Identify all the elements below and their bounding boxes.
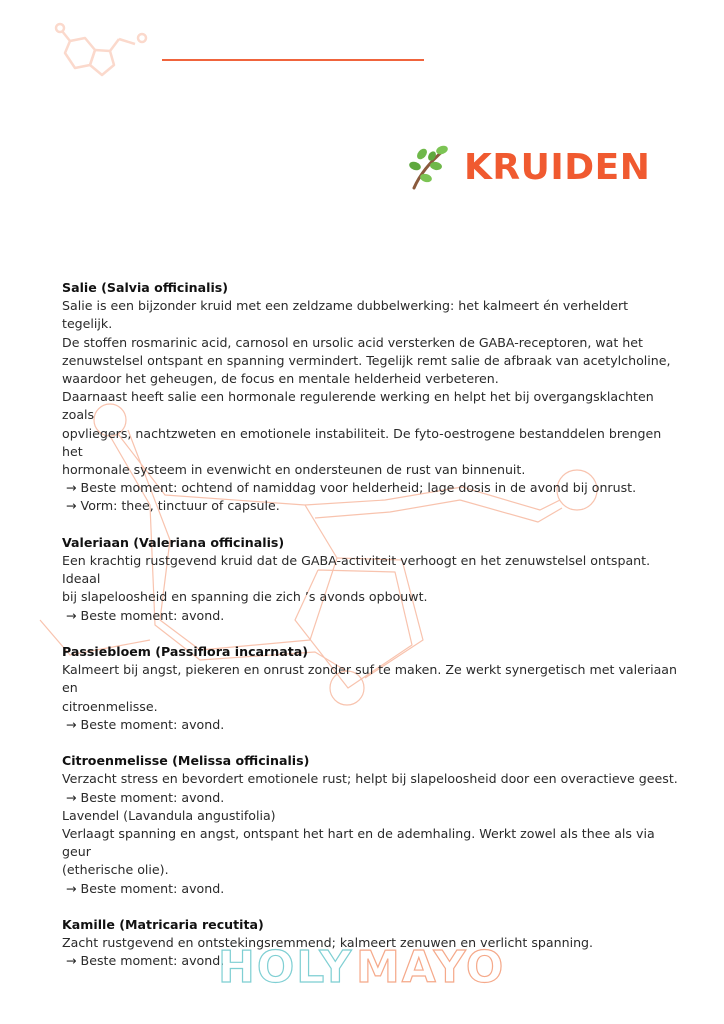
herb-form: → Vorm: thee, tinctuur of capsule. — [66, 498, 280, 514]
page-title: KRUIDEN — [464, 146, 651, 188]
herb-section-citroenmelisse — [62, 752, 682, 898]
herb-section-salie — [62, 279, 682, 516]
herb-section-passiebloem — [62, 643, 682, 734]
herb-title: Passiebloem (Passiflora incarnata) — [62, 644, 309, 660]
herb-section-valeriaan — [62, 534, 682, 625]
herb-best-moment: → Beste moment: avond. — [66, 716, 225, 732]
herb-text: De stoffen rosmarinic acid, carnosol en ursolic acid versterken de GABA-receptoren, wat het — [62, 334, 643, 350]
herb-text: Verlaagt spanning en angst, ontspant het hart en de ademhaling. Werkt zowel als thee als via geur — [62, 826, 655, 860]
herb-text: hormonale systeem in evenwicht en ondersteunen de rust van binnenuit. — [62, 462, 526, 478]
herb-text: opvliegers, nachtzweten en emotionele instabiliteit. De fyto-oestrogene bestanddelen brengen het — [62, 425, 662, 459]
herb-text: (etherische olie). — [62, 862, 169, 878]
herb-subtitle-lavendel: Lavendel (Lavandula angustifolia) — [62, 807, 276, 823]
herb-list — [62, 279, 682, 989]
header-divider — [162, 59, 424, 61]
logo-holy: HOLY — [218, 942, 354, 990]
molecule-icon — [50, 20, 150, 80]
herb-title: Salie (Salvia officinalis) — [62, 280, 229, 295]
holymayo-logo — [218, 940, 508, 990]
page-header — [408, 144, 650, 190]
herb-best-moment: → Beste moment: avond. — [66, 607, 225, 623]
herb-title: Valeriaan (Valeriana officinalis) — [62, 534, 285, 550]
herb-text: Zacht rustgevend en ontstekingsremmend; kalmeert zenuwen en verlicht spanning. — [62, 935, 594, 951]
herb-text: Een krachtig rustgevend kruid dat de GABA-activiteit verhoogt en het zenuwstelsel ontspant. Ideaal — [62, 553, 651, 587]
herb-best-moment: → Beste moment: avond. — [66, 880, 225, 896]
herb-text: zenuwstelsel ontspant en spanning vermindert. Tegelijk remt salie de afbraak van acetylcholine, — [62, 352, 671, 368]
herb-title: Citroenmelisse (Melissa officinalis) — [62, 753, 310, 769]
herb-text: waardoor het geheugen, de focus en mentale helderheid verbeteren. — [62, 371, 499, 387]
herb-text: Salie is een bijzonder kruid met een zeldzame dubbelwerking: het kalmeert én verheldert tegelijk. — [62, 298, 629, 332]
herb-title: Kamille (Matricaria recutita) — [62, 917, 264, 933]
herb-text: Kalmeert bij angst, piekeren en onrust zonder suf te maken. Ze werkt synergetisch met valeriaan en — [62, 662, 677, 696]
herb-best-moment: → Beste moment: avond. — [66, 789, 225, 805]
logo-mayo: MAYO — [356, 942, 506, 990]
herb-best-moment: → Beste moment: ochtend of namiddag voor helderheid; lage dosis in de avond bij onrust. — [66, 480, 637, 496]
herb-text: bij slapeloosheid en spanning die zich ’s avonds opbouwt. — [62, 589, 428, 605]
herb-sprig-icon — [408, 144, 450, 190]
herb-best-moment: → Beste moment: avond. — [66, 953, 225, 969]
herb-text: Verzacht stress en bevordert emotionele rust; helpt bij slapeloosheid door een overactieve geest. — [62, 771, 678, 787]
herb-text: Daarnaast heeft salie een hormonale regulerende werking en helpt het bij overgangsklachten zoals — [62, 389, 654, 423]
herb-text: citroenmelisse. — [62, 698, 158, 714]
